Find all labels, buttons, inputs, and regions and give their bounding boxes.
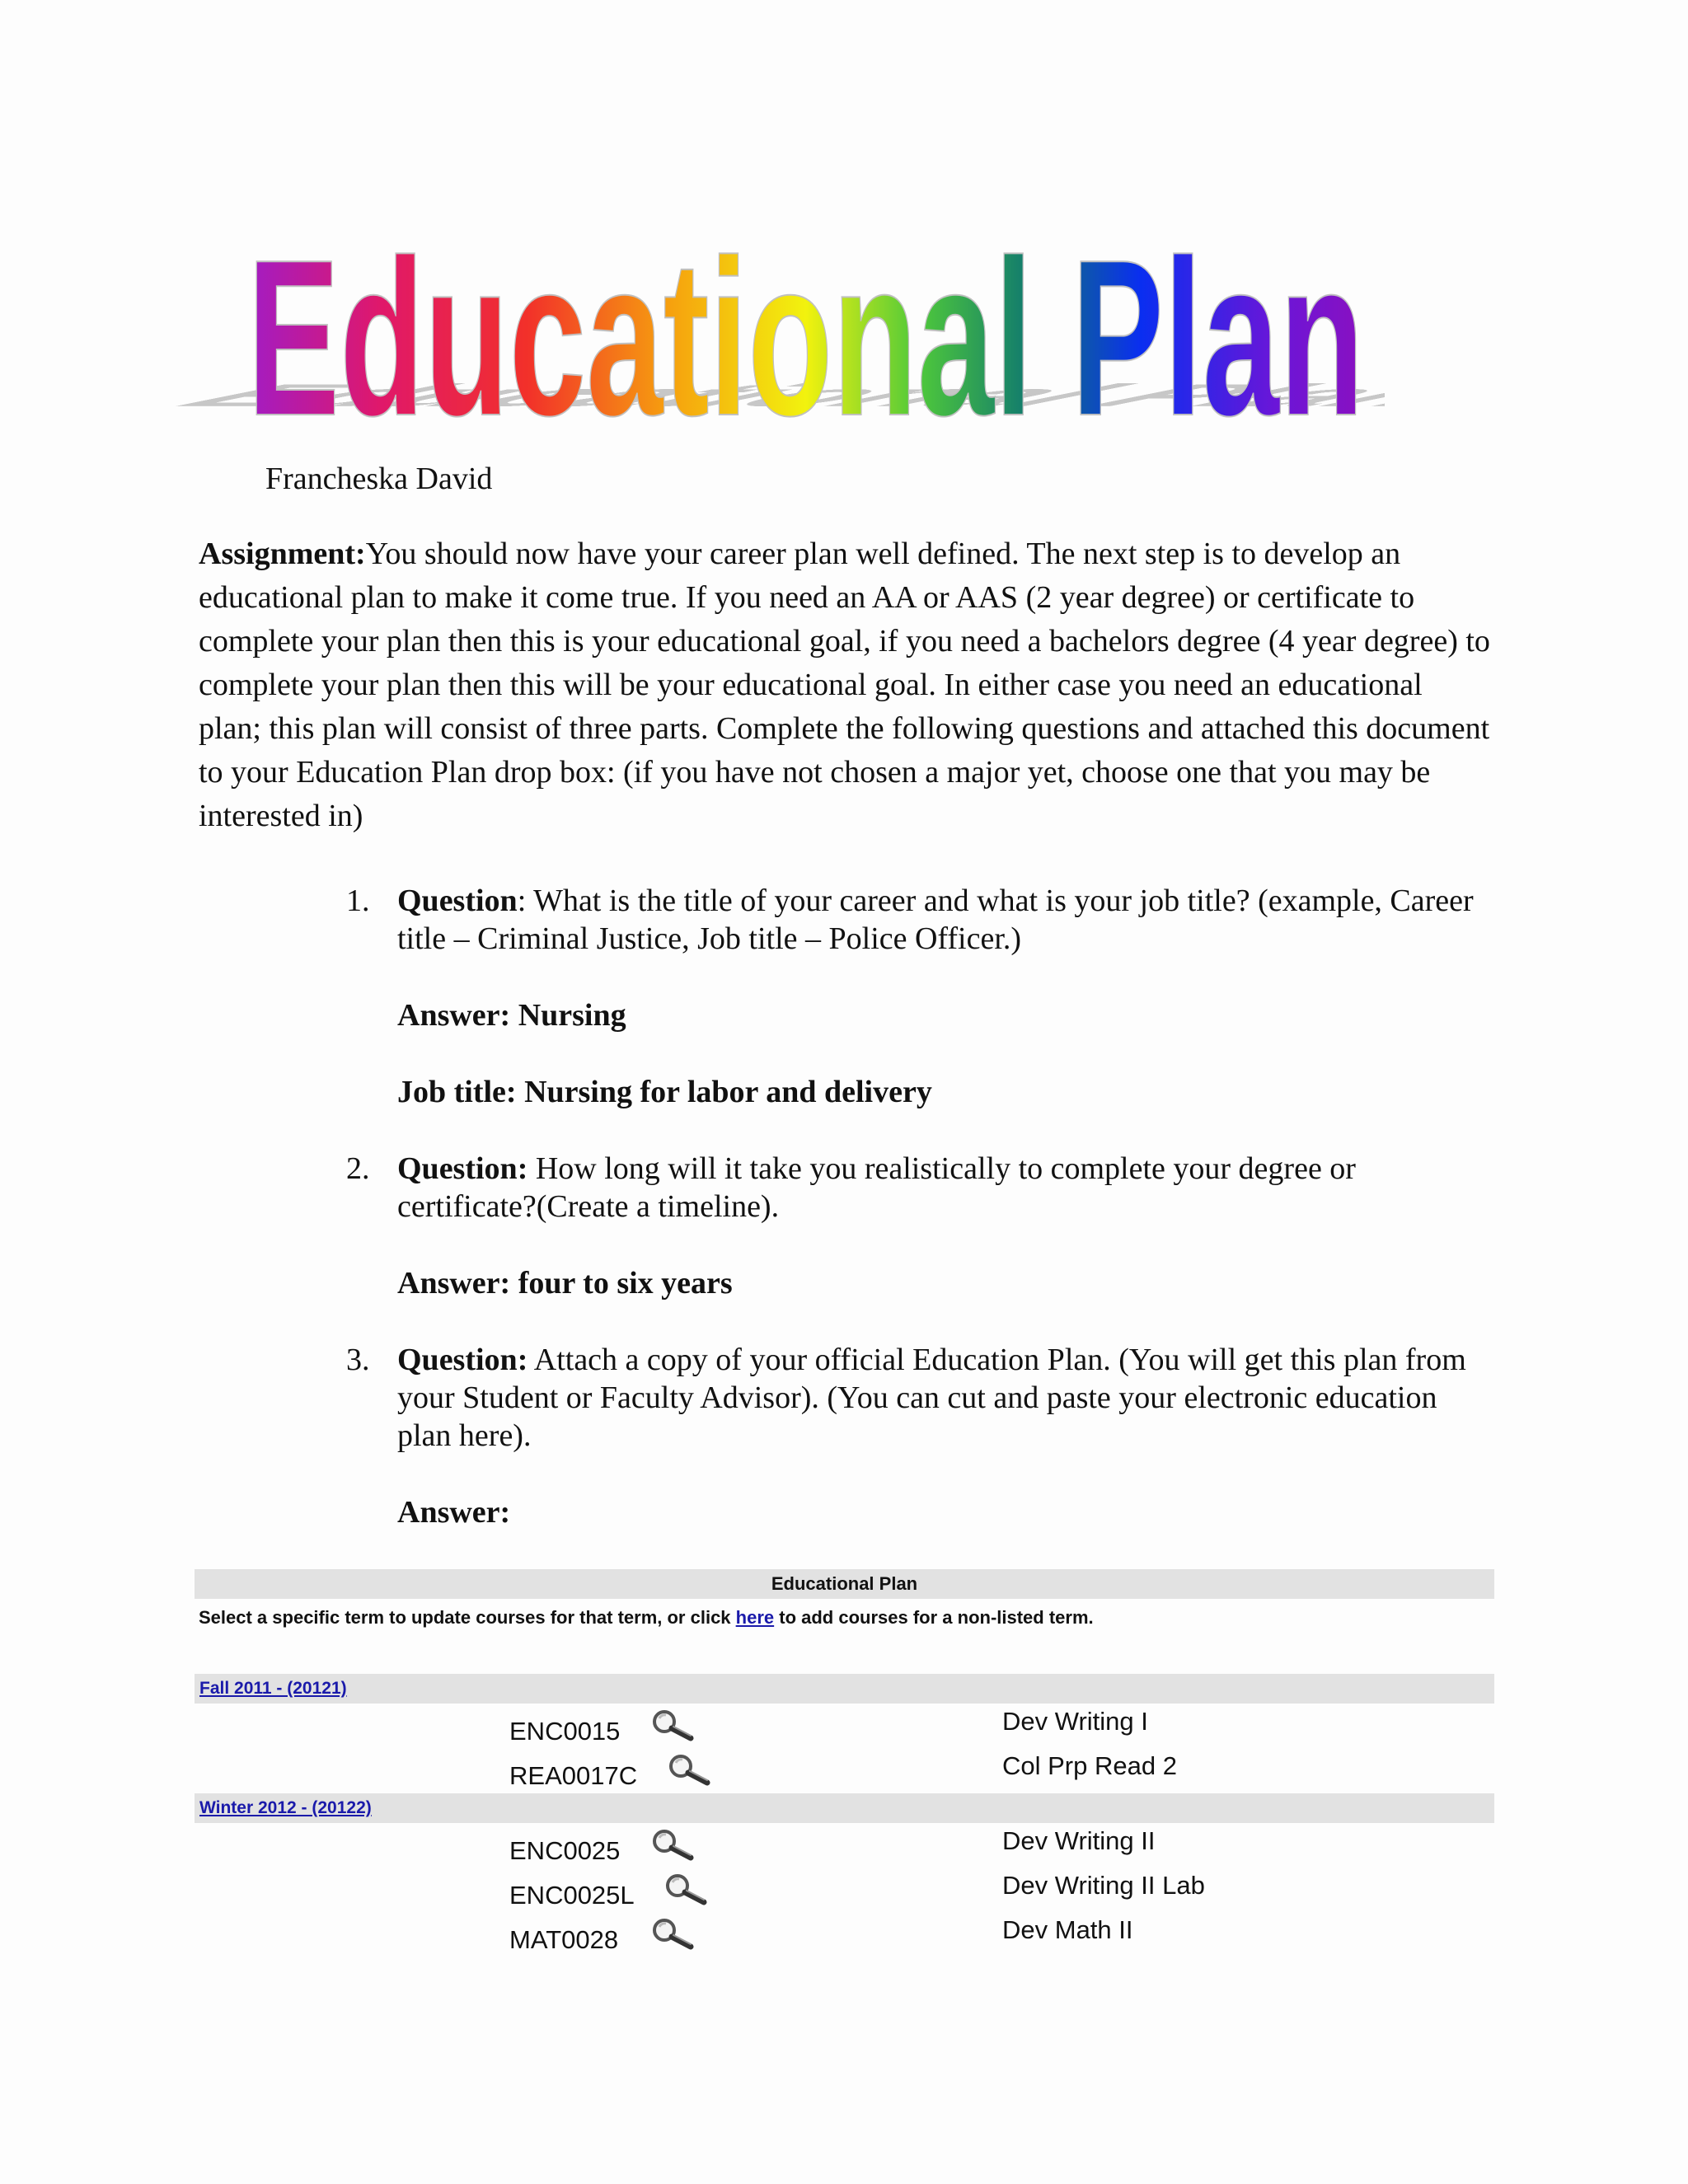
magnifier-icon[interactable] (648, 1828, 699, 1863)
magnifier-icon[interactable] (648, 1917, 699, 1952)
magnifier-icon[interactable] (664, 1753, 715, 1788)
term-link-fall-2011[interactable]: Fall 2011 - (20121) (199, 1679, 347, 1698)
term-row (195, 1674, 1494, 1704)
course-code: ENC0025L (509, 1881, 635, 1910)
ed-plan-header: Educational Plan (195, 1569, 1494, 1599)
job-title-answer: Job title: Nursing for labor and delivery (397, 1075, 932, 1109)
course-code: ENC0015 (509, 1717, 621, 1746)
answer-text: Answer: four to six years (397, 1266, 733, 1301)
svg-text:Educational Plan: Educational Plan (132, 377, 1105, 414)
course-title: Col Prp Read 2 (1002, 1751, 1177, 1780)
answer-text: Answer: Nursing (397, 998, 626, 1033)
title-wordart (132, 185, 1385, 449)
question-text: How long will it take you realistically to complete your degree or certificate?(Create a timeline). (397, 1151, 1356, 1224)
course-code: REA0017C (509, 1761, 638, 1790)
course-title: Dev Writing I (1002, 1707, 1148, 1736)
instructions-text: to add courses for a non-listed term. (774, 1607, 1094, 1628)
question-number: 3. (346, 1343, 370, 1377)
magnifier-icon[interactable] (648, 1708, 699, 1743)
term-link-winter-2012[interactable]: Winter 2012 - (20122) (199, 1798, 372, 1817)
add-term-link[interactable]: here (735, 1607, 775, 1628)
question-label: Question: (397, 1343, 528, 1377)
course-title: Dev Math II (1002, 1915, 1133, 1944)
course-title: Dev Writing II (1002, 1826, 1156, 1855)
magnifier-icon[interactable] (661, 1872, 712, 1907)
instructions-text: Select a specific term to update courses for that term, or click (199, 1607, 736, 1628)
assignment-paragraph (199, 532, 1493, 838)
question-label: Question (397, 883, 518, 918)
assignment-label: Assignment: (199, 537, 366, 571)
question-text: : What is the title of your career and what is your job title? (example, Career title – Criminal Justice, Job title – Police Officer.) (397, 883, 1474, 956)
assignment-text: You should now have your career plan well defined. The next step is to develop an educational plan to make it come true. If you need an AA or AAS (2 year degree) or certificate to complete your plan then this is your educational goal, if you need a bachelors degree (4 year degree) to complete your plan then this will be your educational goal. In either case you need an educational plan; this plan will consist of three parts. Complete the following questions and attached this document to your Education Plan drop box: (if you have not chosen a major yet, choose one that you may be interested in) (199, 537, 1490, 833)
term-row (195, 1793, 1494, 1823)
author-name: Francheska David (265, 462, 493, 496)
question-number: 1. (346, 883, 370, 918)
wordart-title-text: Educational Plan (247, 214, 1364, 449)
course-code: MAT0028 (509, 1925, 619, 1954)
answer-text: Answer: (397, 1495, 511, 1530)
course-title: Dev Writing II Lab (1002, 1871, 1205, 1900)
ed-plan-instructions (199, 1605, 1094, 1630)
course-code: ENC0025 (509, 1836, 621, 1865)
question-text: Attach a copy of your official Education Plan. (You will get this plan from your Student or Faculty Advisor). (You can cut and paste your electronic education plan here). (397, 1343, 1466, 1453)
question-label: Question: (397, 1151, 528, 1186)
question-number: 2. (346, 1151, 370, 1186)
